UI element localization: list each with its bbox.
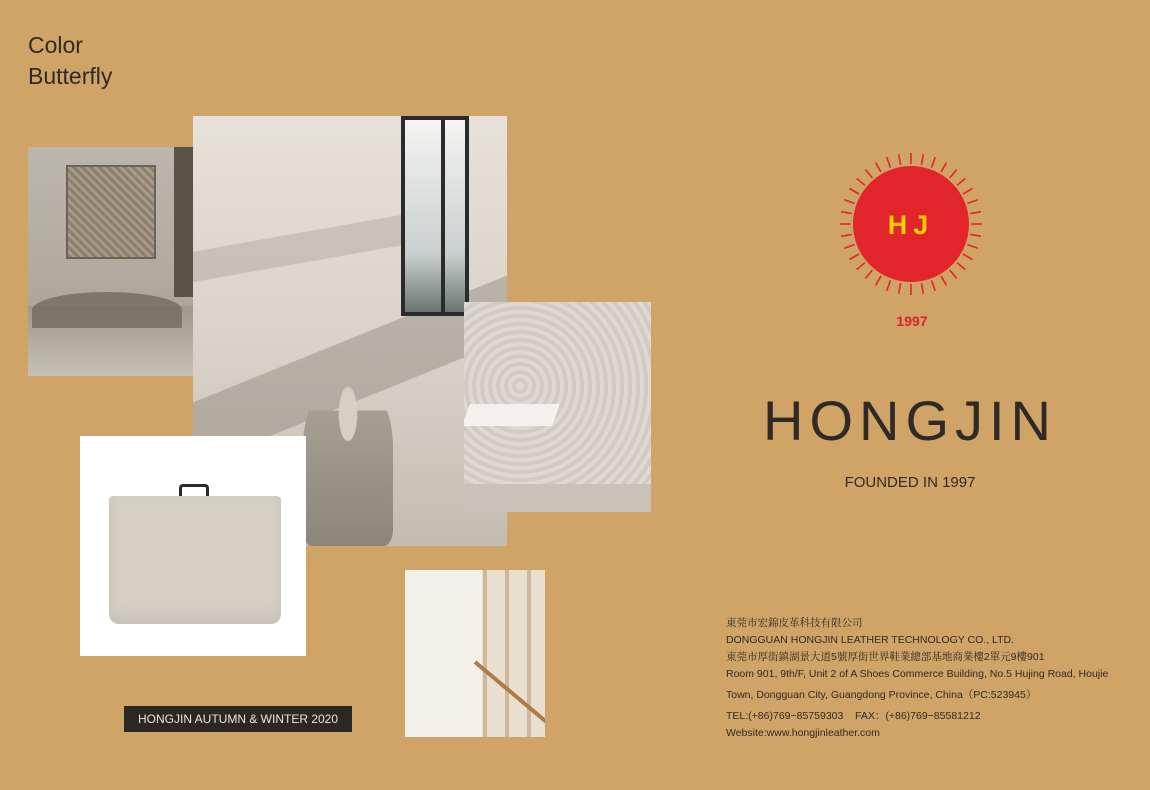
sun-ray — [950, 270, 957, 278]
sun-ray — [967, 200, 977, 204]
sun-ray — [941, 276, 947, 286]
sun-ray — [932, 157, 936, 167]
sun-ray — [887, 280, 891, 290]
sun-ray — [921, 154, 923, 165]
sun-ray — [963, 254, 973, 260]
sun-ray — [857, 178, 865, 185]
address-en-line-1: Room 901, 9th/F, Unit 2 of A Shoes Commerce Building, No.5 Hujing Road, Houjie — [726, 668, 1109, 680]
logo-year: 1997 — [896, 313, 928, 329]
sun-ray — [932, 280, 936, 290]
sun-ray — [844, 245, 854, 249]
sun-ray — [841, 234, 852, 236]
shoji-screen-photo — [405, 570, 545, 737]
sun-ray — [850, 189, 860, 195]
sun-ray — [963, 189, 973, 195]
hj-sun-logo — [835, 148, 987, 300]
tel-fax: TEL:(+86)769−85759303 FAX：(+86)769−85581212 — [726, 710, 981, 722]
sun-ray — [921, 283, 923, 294]
sun-ray — [887, 157, 891, 167]
textured-wall-photo — [464, 302, 651, 512]
brand-tagline: FOUNDED IN 1997 — [844, 474, 976, 491]
contact-block — [726, 615, 1126, 742]
sun-ray — [899, 283, 901, 294]
sun-ray — [876, 163, 882, 173]
company-name-cn: 東莞市宏錦皮革科技有限公司 — [726, 617, 863, 629]
wall-plaque-photo — [28, 147, 207, 376]
sun-ray — [957, 263, 965, 270]
sun-ray — [967, 245, 977, 249]
sun-ray — [844, 200, 854, 204]
address-cn: 東莞市厚街鎮湖景大道5號厚街世界鞋業總部基地商業樓2單元9樓901 — [726, 651, 1045, 663]
sun-ray — [970, 212, 981, 214]
sun-ray — [876, 276, 882, 286]
sun-ray — [857, 263, 865, 270]
sun-ray — [957, 178, 965, 185]
logo-monogram: HJ — [887, 210, 935, 240]
company-name-en: DONGGUAN HONGJIN LEATHER TECHNOLOGY CO., LTD. — [726, 634, 1015, 646]
sun-ray — [970, 234, 981, 236]
page-title — [28, 30, 112, 92]
tote-bag-photo — [80, 436, 306, 656]
sun-ray — [865, 270, 872, 278]
brand-name: HONGJIN — [763, 389, 1057, 452]
sun-ray — [941, 163, 947, 173]
title-line-2: Butterfly — [28, 63, 113, 89]
address-en-line-2: Town, Dongguan City, Guangdong Province, China（PC:523945） — [726, 689, 1037, 701]
collection-caption: HONGJIN AUTUMN & WINTER 2020 — [124, 706, 352, 732]
title-line-1: Color — [28, 32, 83, 58]
sun-ray — [865, 170, 872, 178]
sun-ray — [950, 170, 957, 178]
sun-ray — [841, 212, 852, 214]
website-link[interactable]: Website:www.hongjinleather.com — [726, 727, 880, 739]
sun-ray — [850, 254, 860, 260]
sun-ray — [899, 154, 901, 165]
